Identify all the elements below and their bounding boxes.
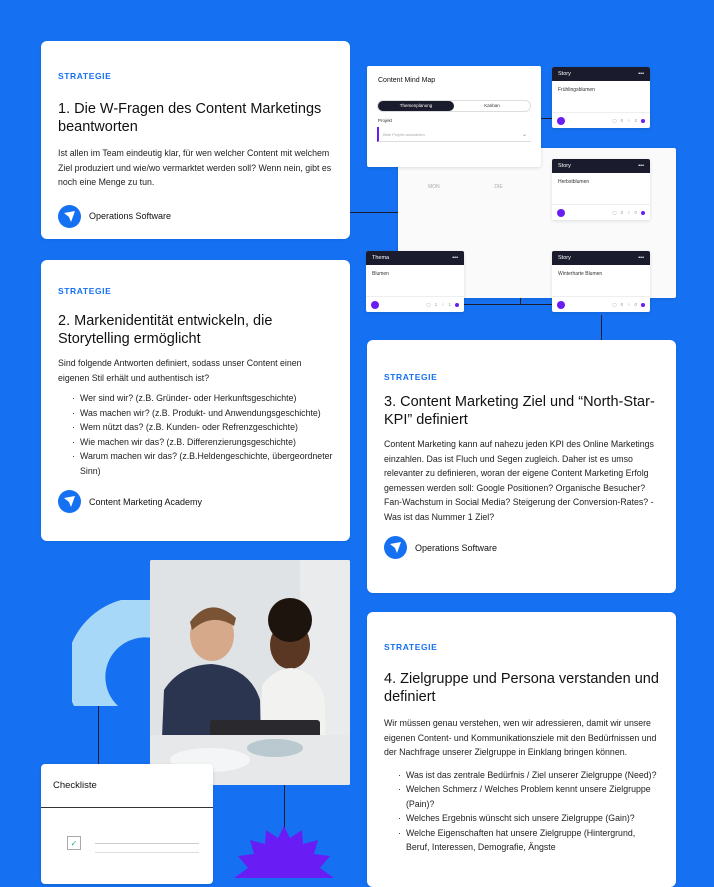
idea-icon: ♀ [627,118,631,123]
checklist-icon: ▢ [612,301,617,307]
card-title: 3. Content Marketing Ziel und “North-Star-KPI” definiert [384,394,655,428]
column-header: MON [428,184,440,190]
checkbox[interactable]: ✓ [67,836,81,850]
strategy-card-1 [41,41,350,239]
mini-card-type: Story [558,163,571,169]
content-mind-map-panel [367,66,541,167]
card-eyebrow: STRATEGIE [384,642,438,652]
connector-line [464,304,552,305]
column-header: DIE [494,184,503,190]
bird-logo-icon [384,536,407,559]
card-body: Sind folgende Antworten definiert, sodass unser Content einen eigenen Stil erhält und authentisch ist? [58,358,302,383]
status-dot [371,301,379,309]
checklist-icon: ▢ [426,301,431,307]
story-card[interactable] [552,251,650,312]
author-name: Operations Software [415,542,498,553]
bird-logo-icon [58,205,81,228]
list-item: · Wer sind wir? (z.B. Gründer- oder Herkunftsgeschichte) [72,391,333,406]
checklist-count: 0 [620,118,624,123]
card-bullet-list [58,391,333,478]
status-dot [557,117,565,125]
card-body: Wir müssen genau verstehen, wen wir adressieren, damit wir unsere eigenen Content- und Kommunikationsziele mit den Bedürfnissen und der Nachfrage unserer Zielgruppe in Einklang bringen können. [384,718,657,757]
mini-card-title: Herbstblumen [558,179,590,185]
list-item: · Welche Eigenschaften hat unsere Zielgruppe (Hintergrund, Beruf, Interessen, Demografie, Ängste [398,826,659,855]
card-body: Content Marketing kann auf nahezu jeden KPI des Online Marketings einzahlen. Das ist Fluch und Segen zugleich. Daher ist es umso relevanter zu definieren, woran der eigene Content Marketing Erfolg gemessen werden soll: Google Positionen? Organische Besucher? Fan-Wachstum in Social Media? Steigerung der Conversion-Rates? - Was ist das Nummer 1 Ziel? [384,439,654,522]
chevron-down-icon: ⌄ [521,131,527,138]
strategy-card-3 [367,340,676,593]
idea-icon: ♀ [627,210,631,215]
author-name: Content Marketing Academy [89,496,203,507]
mini-card-title: Frühlingsblumen [558,87,595,93]
tab-themenplanung[interactable]: Themenplanung [378,101,454,111]
card-eyebrow: STRATEGIE [384,372,438,382]
story-card[interactable] [552,159,650,220]
card-title: 1. Die W-Fragen des Content Marketings beantworten [58,101,322,135]
idea-count: 2 [634,118,637,123]
checklist-panel [41,764,213,884]
list-item: · Warum machen wir das? (z.B.Heldengeschichte, übergeordneter Sinn) [72,449,333,478]
more-icon[interactable]: ••• [452,255,458,261]
mini-card-title: Winterharte Blumen [558,271,603,277]
connector-line [284,785,285,830]
list-item: · Welches Ergebnis wünscht sich unsere Zielgruppe (Gain)? [398,811,659,826]
status-dot [557,301,565,309]
list-item: · Was ist das zentrale Bedürfnis / Ziel unserer Zielgruppe (Need)? [398,768,659,783]
card-author[interactable] [384,536,659,559]
list-item: · Wie machen wir das? (z.B. Differenzierungsgeschichte) [72,435,333,450]
bird-logo-icon [58,490,81,513]
list-item: · Welchen Schmerz / Welches Problem kennt unsere Zielgruppe (Pain)? [398,782,659,811]
checklist-count: 1 [434,302,438,307]
list-item: · Wem nützt das? (z.B. Kunden- oder Refrenzgeschichte) [72,420,333,435]
idea-count: 0 [634,302,637,307]
card-body: Ist allen im Team eindeutig klar, für wen welcher Content mit welchem Ziel produziert und wie/wo vermarktet werden soll? Wenn nein, gibt es noch eine Menge zu tun. [58,148,332,187]
connector-line [350,212,400,213]
strategy-card-4 [367,612,676,887]
card-title: 4. Zielgruppe und Persona verstanden und definiert [384,671,659,705]
mini-card-title: Blumen [372,271,389,277]
mini-card-type: Story [558,71,571,77]
card-bullet-list [384,768,659,855]
idea-count: 1 [448,302,451,307]
project-select-placeholder: Bitte Projekt auswählen [383,131,425,137]
status-dot [557,209,565,217]
more-icon[interactable]: ••• [638,71,644,77]
strategy-card-2 [41,260,350,541]
checklist-item-placeholder [95,843,199,844]
tab-kanban[interactable]: Kanban [484,103,500,108]
card-title: 2. Markenidentität entwickeln, die Storytelling ermöglicht [58,313,273,347]
idea-icon: ♀ [441,302,445,307]
list-item: · Was machen wir? (z.B. Produkt- und Anwendungsgeschichte) [72,406,333,421]
connector-dot [641,119,645,123]
connector-dot [641,303,645,307]
connector-dot [455,303,459,307]
author-name: Operations Software [89,211,172,221]
panel-title: Content Mind Map [378,77,436,84]
card-eyebrow: STRATEGIE [58,71,112,81]
story-card[interactable] [552,67,650,128]
idea-count: 0 [634,210,637,215]
more-icon[interactable]: ••• [638,255,644,261]
mini-card-type: Story [558,255,571,261]
more-icon[interactable]: ••• [638,163,644,169]
topic-card[interactable] [366,251,464,312]
checklist-title: Checkliste [41,764,213,808]
project-label: Projekt [378,118,393,123]
card-eyebrow: STRATEGIE [58,286,112,296]
checklist-count: 0 [620,302,624,307]
card-author[interactable] [58,205,333,228]
idea-icon: ♀ [627,302,631,307]
checklist-icon: ▢ [612,209,617,215]
team-photo [150,560,350,785]
card-author[interactable] [58,490,333,513]
checklist-icon: ▢ [612,117,617,123]
connector-dot [641,211,645,215]
checklist-count: 0 [620,210,624,215]
decorative-starburst-shape [234,826,334,886]
mini-card-type: Thema [372,255,390,261]
project-select[interactable] [377,127,531,142]
connector-line [601,315,602,341]
